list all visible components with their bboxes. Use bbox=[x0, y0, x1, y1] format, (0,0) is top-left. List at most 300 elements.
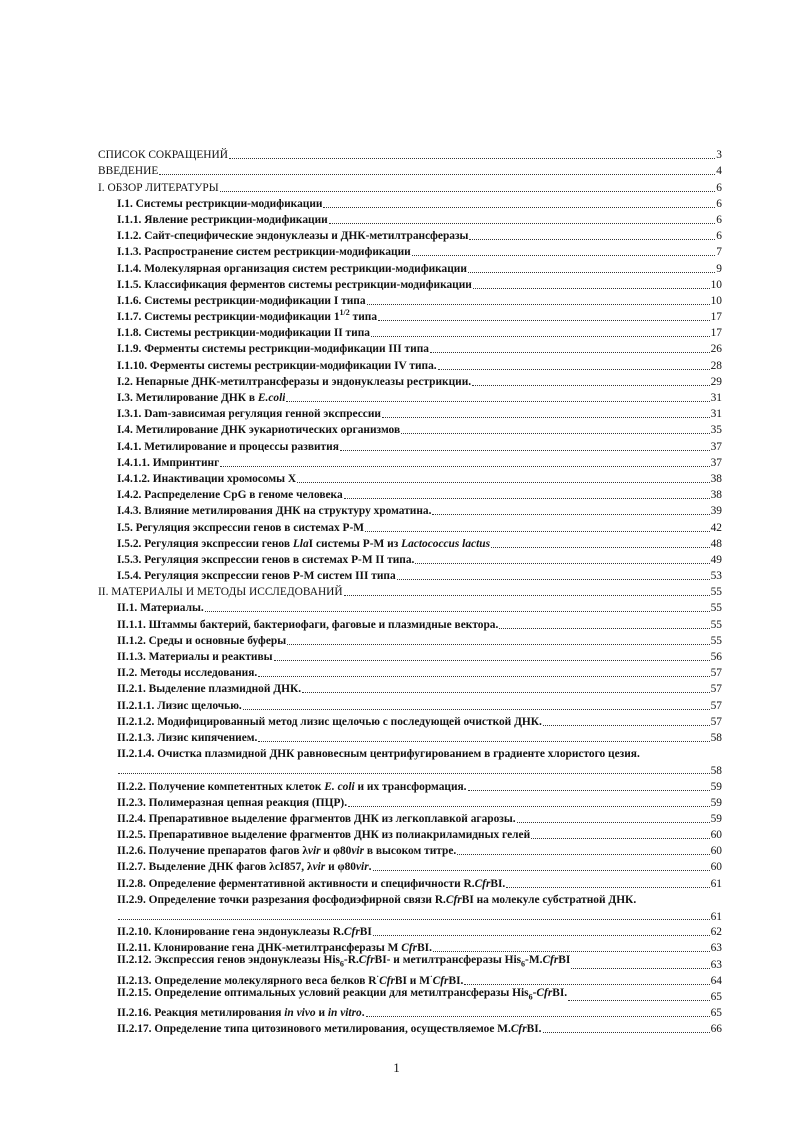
toc-entry-page: 58 bbox=[710, 765, 722, 778]
toc-leader bbox=[323, 207, 715, 208]
toc-entry-text: в высоком титре. bbox=[364, 845, 457, 858]
toc-entry-title bbox=[117, 780, 467, 794]
toc-entry bbox=[98, 340, 722, 356]
toc-entry-title bbox=[117, 812, 516, 826]
toc-entry-text: II.2.3. Полимеразная цепная реакция (ПЦР). bbox=[117, 796, 348, 809]
toc-leader bbox=[205, 611, 710, 612]
toc-entry bbox=[98, 227, 722, 243]
toc-entry-text: II.2.15. Определение оптимальных условий реакции для метилтрансферазы His bbox=[117, 987, 529, 999]
toc-entry-text: I.2. Непарные ДНК-метилтрансферазы и эндонуклеазы рестрикции. bbox=[117, 375, 472, 388]
toc-entry-text: · bbox=[429, 971, 433, 981]
toc-entry-title bbox=[117, 860, 372, 874]
toc-entry-text: Cfr bbox=[401, 942, 418, 955]
toc-leader bbox=[365, 531, 710, 532]
toc-entry-page: 60 bbox=[710, 845, 722, 858]
toc-entry-title bbox=[117, 197, 322, 211]
toc-entry-text: II.1.1. Штаммы бактерий, бактериофаги, фаговые и плазмидные вектора. bbox=[117, 618, 499, 631]
toc-entry-text: II.2.7. Выделение ДНК фагов λcI857, λ bbox=[117, 861, 313, 874]
toc-entry-text: I.5.2. Регуляция экспрессии генов bbox=[117, 537, 293, 550]
toc-leader bbox=[373, 870, 710, 871]
toc-leader bbox=[344, 595, 710, 596]
toc-entry bbox=[98, 259, 722, 275]
toc-entry-page: 57 bbox=[710, 699, 722, 712]
toc-entry-page: 61 bbox=[710, 877, 722, 890]
toc-leader bbox=[258, 741, 709, 742]
toc-entry-text: Lla bbox=[292, 537, 309, 550]
toc-entry-title bbox=[117, 472, 296, 486]
toc-entry-text: I.1.5. Классификация ферментов системы рестрикции-модификации bbox=[117, 278, 472, 291]
toc-entry-title bbox=[117, 699, 242, 713]
toc-entry-text: I.1.9. Ферменты системы рестрикции-модификации III типа bbox=[117, 343, 429, 356]
toc-entry bbox=[98, 308, 722, 324]
toc-entry-text: II.1.2. Среды и основные буферы bbox=[117, 634, 287, 647]
toc-entry-page: 61 bbox=[710, 911, 722, 923]
toc-leader bbox=[302, 692, 710, 693]
toc-entry-page: 17 bbox=[710, 327, 722, 340]
toc-entry bbox=[98, 745, 722, 761]
toc-entry bbox=[98, 972, 722, 988]
toc-entry-page: 65 bbox=[710, 990, 722, 1003]
toc-entry-title bbox=[117, 925, 372, 939]
toc-entry bbox=[98, 195, 722, 211]
toc-entry-text: II.2.5. Препаративное выделение фрагментов ДНК из полиакриламидных гелей bbox=[117, 829, 531, 842]
toc-entry-text: I системы Р-М из bbox=[308, 537, 402, 550]
toc-entry-text: BI. bbox=[526, 1023, 542, 1036]
toc-entry-page: 38 bbox=[710, 472, 722, 485]
toc-entry-text: vir bbox=[356, 861, 369, 874]
toc-entry-title bbox=[117, 521, 364, 535]
toc-entry bbox=[98, 1020, 722, 1036]
toc-entry-text: II.2.1.2. Модифицированный метод лизис щелочью с последующей очисткой ДНК. bbox=[117, 715, 542, 728]
toc-entry-text: BI bbox=[359, 926, 372, 939]
toc-leader bbox=[472, 385, 709, 386]
toc-entry-page: 64 bbox=[710, 974, 722, 987]
toc-entry-title bbox=[117, 245, 411, 259]
toc-entry-text: I.3.1. Dam-зависимая регуляция генной экспрессии bbox=[117, 408, 381, 421]
toc-entry-text: I.4.1. Метилирование и процессы развития bbox=[117, 440, 339, 453]
toc-entry-title bbox=[117, 988, 567, 1004]
toc-entry-text: I.5.3. Регуляция экспрессии генов в системах Р-М II типа. bbox=[117, 553, 415, 566]
toc-entry bbox=[98, 680, 722, 696]
toc-entry bbox=[98, 146, 722, 162]
toc-entry-text: I.1.10. Ферменты системы рестрикции-модификации IV типа. bbox=[117, 359, 437, 372]
toc-entry-title bbox=[117, 504, 431, 518]
toc-entry-text: BI. bbox=[490, 877, 506, 890]
toc-entry-text: - bbox=[532, 987, 537, 999]
toc-entry bbox=[98, 178, 722, 194]
toc-entry bbox=[98, 421, 722, 437]
toc-leader bbox=[543, 725, 710, 726]
toc-leader bbox=[468, 272, 715, 273]
toc-entry-page: 60 bbox=[710, 829, 722, 842]
toc-entry bbox=[98, 470, 722, 486]
toc-entry-page: 42 bbox=[710, 521, 722, 534]
toc-leader bbox=[397, 579, 710, 580]
toc-entry-page: 56 bbox=[710, 651, 722, 663]
toc-entry-text: СПИСОК СОКРАЩЕНИЙ bbox=[98, 149, 228, 162]
toc-entry-page: 59 bbox=[710, 796, 722, 809]
toc-entry-text: I.5.4. Регуляция экспрессии генов Р-М систем III типа bbox=[117, 570, 396, 583]
toc-entry-text: BI bbox=[558, 955, 571, 967]
toc-entry-page: 57 bbox=[710, 667, 722, 680]
toc-leader bbox=[382, 417, 710, 418]
toc-entry-page: 49 bbox=[710, 553, 722, 566]
toc-entry-text: BI. bbox=[552, 987, 568, 999]
toc-entry-title bbox=[117, 650, 273, 664]
toc-leader bbox=[371, 336, 710, 337]
toc-entry-page: 65 bbox=[710, 1007, 722, 1020]
toc-entry-text: vir bbox=[351, 845, 364, 858]
toc-leader bbox=[367, 304, 710, 305]
toc-leader bbox=[415, 563, 709, 564]
toc-entry bbox=[98, 502, 722, 518]
toc-entry bbox=[98, 826, 722, 842]
toc-leader bbox=[366, 1016, 710, 1017]
toc-entry-title bbox=[117, 682, 301, 696]
toc-leader bbox=[378, 320, 710, 321]
toc-entry bbox=[98, 454, 722, 470]
toc-entry-title bbox=[117, 262, 467, 276]
toc-entry bbox=[98, 988, 722, 1004]
toc-entry bbox=[98, 356, 722, 372]
toc-entry-text: II.2.2. Получение компетентных клеток bbox=[117, 780, 325, 793]
toc-entry-text: in vivo bbox=[284, 1007, 316, 1020]
toc-entry bbox=[98, 535, 722, 551]
toc-entry-page: 31 bbox=[710, 392, 722, 404]
toc-entry-page: 9 bbox=[716, 262, 722, 275]
toc-entry-title bbox=[117, 342, 429, 356]
toc-entry-text: vir bbox=[307, 845, 321, 858]
toc-entry-page: 10 bbox=[710, 278, 722, 291]
toc-leader bbox=[118, 919, 710, 920]
toc-leader bbox=[220, 466, 709, 467]
toc-entry-title bbox=[117, 955, 570, 971]
toc-entry-text: I.1. Системы рестрикции-модификации bbox=[117, 197, 323, 210]
toc-entry-title bbox=[98, 148, 228, 162]
toc-entry-text: II.2.8. Определение ферментативной активности и специфичности R. bbox=[117, 877, 475, 890]
toc-entry bbox=[98, 664, 722, 680]
toc-entry-title bbox=[117, 569, 396, 583]
toc-entry-title bbox=[117, 601, 204, 615]
toc-entry bbox=[98, 518, 722, 534]
toc-leader bbox=[287, 644, 710, 645]
toc-entry-page: 63 bbox=[710, 942, 722, 955]
toc-entry-page: 48 bbox=[710, 537, 722, 550]
toc-entry bbox=[98, 551, 722, 567]
toc-entry-page: 10 bbox=[710, 294, 722, 307]
toc-entry-text: и bbox=[315, 1007, 328, 1020]
toc-entry-text: BI. bbox=[448, 974, 464, 987]
toc-entry-text: I.1.4. Молекулярная организация систем рестрикции-модификации bbox=[117, 262, 467, 275]
toc-entry-title bbox=[117, 844, 456, 858]
toc-entry bbox=[98, 794, 722, 810]
toc-entry-text: Cfr bbox=[445, 893, 462, 906]
toc-entry-title bbox=[117, 440, 339, 454]
toc-leader bbox=[258, 676, 709, 677]
toc-entry-text: II.2.12. Экспрессия генов эндонуклеазы His bbox=[117, 955, 340, 967]
toc-entry-text: 1/2 bbox=[339, 308, 350, 318]
toc-entry-title bbox=[117, 407, 381, 421]
toc-entry-page: 29 bbox=[710, 375, 722, 388]
toc-entry-text: · bbox=[376, 971, 380, 981]
toc-leader bbox=[118, 773, 710, 774]
toc-entry-page: 57 bbox=[710, 715, 722, 728]
toc-entry-page: 66 bbox=[710, 1023, 722, 1036]
page-number: 1 bbox=[393, 1060, 400, 1075]
toc-entry-text: II. МАТЕРИАЛЫ И МЕТОДЫ ИССЛЕДОВАНИЙ bbox=[98, 586, 343, 599]
toc-entry bbox=[98, 162, 722, 178]
toc-entry-title bbox=[117, 359, 437, 373]
toc-leader bbox=[340, 450, 710, 451]
toc-entry-title bbox=[117, 666, 257, 680]
toc-leader bbox=[220, 191, 716, 192]
toc-entry-page: 6 bbox=[716, 213, 722, 226]
toc-entry-page: 3 bbox=[716, 149, 722, 162]
toc-entry bbox=[98, 567, 722, 583]
toc-leader bbox=[473, 288, 710, 289]
toc-leader bbox=[401, 433, 709, 434]
toc-leader bbox=[543, 1032, 710, 1033]
toc-entry-title bbox=[117, 972, 463, 988]
toc-entry-text: I.1.7. Системы рестрикции-модификации 1 bbox=[117, 311, 340, 324]
toc-leader bbox=[571, 968, 709, 969]
toc-entry-text: II.1. Материалы. bbox=[117, 602, 204, 615]
toc-entry bbox=[98, 615, 722, 631]
toc-leader bbox=[491, 547, 710, 548]
toc-entry-title bbox=[117, 423, 400, 437]
toc-entry-text: Cfr bbox=[510, 1023, 527, 1036]
toc-entry-text: типа bbox=[349, 311, 378, 324]
toc-entry bbox=[98, 939, 722, 955]
toc-entry bbox=[98, 923, 722, 939]
toc-leader bbox=[531, 838, 709, 839]
toc-entry-text: -M. bbox=[525, 955, 543, 967]
toc-entry-title bbox=[117, 828, 530, 842]
toc-entry-text: vir bbox=[312, 861, 326, 874]
toc-entry-page: 55 bbox=[710, 618, 722, 631]
toc-entry-text: II.2.17. Определение типа цитозинового метилирования, осуществляемое M. bbox=[117, 1023, 511, 1036]
toc-entry-text: II.2.10. Клонирование гена эндонуклеазы R. bbox=[117, 926, 344, 939]
toc-entry-page: 58 bbox=[710, 731, 722, 744]
toc-entry-title bbox=[117, 941, 432, 955]
toc-entry-text: Cfr bbox=[432, 974, 449, 987]
toc-entry-text: I.4.1.1. Импринтинг bbox=[117, 456, 220, 469]
toc-entry-title bbox=[117, 553, 414, 567]
toc-entry-page: 4 bbox=[716, 165, 722, 178]
toc-entry-page: 53 bbox=[710, 570, 722, 583]
toc-entry-text: II.2.1.3. Лизис кипячением. bbox=[117, 731, 258, 744]
toc-leader bbox=[297, 482, 710, 483]
toc-entry bbox=[98, 891, 722, 907]
toc-entry-title bbox=[117, 308, 377, 324]
toc-entry-text: 6 bbox=[528, 991, 533, 1001]
toc-entry-title bbox=[117, 634, 286, 648]
toc-leader bbox=[464, 984, 709, 985]
toc-entry-page: 62 bbox=[710, 926, 722, 939]
toc-entry-page: 59 bbox=[710, 780, 722, 793]
toc-entry-text: II.2.9. Определение точки разрезания фосфодиэфирной связи R. bbox=[117, 893, 446, 906]
toc-entry-text: 6 bbox=[521, 959, 526, 969]
toc-entry bbox=[98, 599, 722, 615]
toc-entry-text: Cfr bbox=[379, 974, 395, 987]
toc-entry-title bbox=[117, 747, 640, 761]
toc-entry bbox=[98, 486, 722, 502]
toc-entry-text: II.2.1.4. Очистка плазмидной ДНК равновесным центрифугированием в градиенте хлористого цезия. bbox=[117, 748, 640, 761]
toc-entry-page: 55 bbox=[710, 586, 722, 599]
toc-entry bbox=[98, 874, 722, 890]
toc-entry-text: ВВЕДЕНИЕ bbox=[98, 165, 159, 178]
toc-entry-text: Cfr bbox=[358, 955, 375, 967]
toc-entry-page: 55 bbox=[710, 634, 722, 647]
toc-entry-text: Cfr bbox=[343, 926, 360, 939]
toc-entry-text: I.1.2. Сайт-специфические эндонуклеазы и ДНК-метилтрансферазы bbox=[117, 230, 469, 243]
toc-leader bbox=[457, 854, 709, 855]
toc-entry-title bbox=[117, 229, 468, 243]
toc-leader bbox=[432, 514, 709, 515]
table-of-contents bbox=[98, 146, 722, 1036]
toc-entry-title bbox=[117, 796, 347, 810]
toc-entry-page: 31 bbox=[710, 408, 722, 421]
toc-entry bbox=[98, 810, 722, 826]
toc-leader bbox=[433, 951, 710, 952]
toc-leader bbox=[243, 709, 710, 710]
toc-entry-page: 17 bbox=[710, 311, 722, 324]
toc-entry-text: I.1.8. Системы рестрикции-модификации II типа bbox=[117, 327, 370, 340]
toc-leader bbox=[468, 790, 710, 791]
toc-entry-text: I.4.1.2. Инактивации хромосомы X bbox=[117, 472, 297, 485]
toc-entry-text: I.1.6. Системы рестрикции-модификации I типа bbox=[117, 294, 366, 307]
toc-entry-text: II.2.13. Определение молекулярного веса белков R bbox=[117, 974, 377, 987]
toc-entry-text: II.2.6. Получение препаратов фагов λ bbox=[117, 845, 308, 858]
toc-entry-title bbox=[117, 715, 542, 729]
toc-entry-text: E.coli bbox=[257, 392, 286, 404]
toc-entry bbox=[98, 842, 722, 858]
toc-entry-text: BI. bbox=[417, 942, 432, 955]
toc-entry-text: . bbox=[368, 861, 372, 874]
toc-leader bbox=[344, 498, 710, 499]
toc-entry-text: -R. bbox=[343, 955, 359, 967]
toc-leader bbox=[438, 369, 710, 370]
toc-entry-text: II.2. Методы исследования. bbox=[117, 667, 258, 680]
toc-entry bbox=[98, 389, 722, 405]
toc-entry-text: и φ80 bbox=[325, 861, 356, 874]
toc-entry-title bbox=[117, 488, 343, 502]
toc-entry-title bbox=[117, 731, 257, 745]
toc-entry-page: 35 bbox=[710, 424, 722, 437]
toc-leader bbox=[286, 401, 709, 402]
toc-entry-text: I.5. Регуляция экспрессии генов в системах Р-М bbox=[117, 521, 365, 534]
toc-leader bbox=[373, 935, 710, 936]
toc-entry-page: 28 bbox=[710, 359, 722, 372]
toc-leader bbox=[412, 255, 716, 256]
toc-entry-title bbox=[98, 181, 219, 195]
toc-entry-text: . bbox=[361, 1007, 365, 1020]
toc-entry-title bbox=[117, 278, 472, 292]
toc-entry-page: 60 bbox=[710, 861, 722, 874]
toc-entry-title bbox=[117, 326, 370, 340]
toc-entry bbox=[98, 276, 722, 292]
toc-entry bbox=[98, 713, 722, 729]
toc-entry bbox=[98, 437, 722, 453]
toc-leader bbox=[568, 1000, 709, 1001]
toc-entry-title bbox=[117, 456, 219, 470]
toc-entry-text: Cfr bbox=[474, 877, 491, 890]
toc-entry-title bbox=[98, 585, 343, 599]
toc-leader bbox=[469, 239, 715, 240]
toc-entry-text: BI на молекуле субстратной ДНК. bbox=[461, 893, 637, 906]
toc-entry-text: I.3. Метилирование ДНК в bbox=[117, 392, 258, 404]
toc-entry-text: BI- и метилтрансферазы His bbox=[374, 955, 522, 967]
toc-entry-title bbox=[117, 213, 328, 227]
toc-leader bbox=[430, 352, 710, 353]
toc-leader bbox=[517, 822, 710, 823]
toc-entry bbox=[98, 632, 722, 648]
toc-entry-page: 6 bbox=[716, 197, 722, 210]
toc-entry bbox=[98, 243, 722, 259]
toc-entry bbox=[98, 648, 722, 664]
toc-entry bbox=[98, 1004, 722, 1020]
toc-entry-page: 57 bbox=[710, 683, 722, 696]
toc-entry-text: in vitro bbox=[327, 1007, 362, 1020]
toc-entry-page: 7 bbox=[716, 246, 722, 259]
toc-entry-title bbox=[98, 164, 158, 178]
toc-entry bbox=[98, 405, 722, 421]
toc-entry-continuation bbox=[98, 907, 722, 923]
toc-entry-text: II.1.3. Материалы и реактивы bbox=[117, 651, 273, 663]
toc-entry-page: 26 bbox=[710, 343, 722, 356]
toc-entry-title bbox=[117, 1022, 542, 1036]
toc-entry-title bbox=[117, 391, 285, 405]
toc-entry bbox=[98, 955, 722, 971]
toc-entry-page: 63 bbox=[710, 958, 722, 971]
toc-entry-page: 38 bbox=[710, 489, 722, 502]
toc-entry-text: E. coli bbox=[324, 780, 355, 793]
toc-entry-text: II.2.1. Выделение плазмидной ДНК. bbox=[117, 683, 302, 696]
toc-entry-text: I.4.3. Влияние метилирования ДНК на структуру хроматина. bbox=[117, 505, 432, 518]
toc-entry-text: II.2.4. Препаративное выделение фрагментов ДНК из легкоплавкой агарозы. bbox=[117, 812, 516, 825]
toc-entry-text: I.1.1. Явление рестрикции-модификации bbox=[117, 213, 328, 226]
toc-leader bbox=[499, 628, 709, 629]
toc-leader bbox=[329, 223, 716, 224]
toc-entry-title bbox=[117, 537, 490, 551]
toc-entry-text: II.2.1.1. Лизис щелочью. bbox=[117, 699, 242, 712]
toc-entry-text: Cfr bbox=[542, 955, 559, 967]
toc-leader bbox=[274, 660, 710, 661]
toc-entry-title bbox=[117, 618, 498, 632]
toc-entry-page: 6 bbox=[716, 230, 722, 243]
toc-leader bbox=[348, 806, 710, 807]
toc-entry-text: I.4. Метилирование ДНК эукариотических организмов bbox=[117, 424, 401, 437]
toc-entry bbox=[98, 729, 722, 745]
toc-entry-text: BI и M bbox=[394, 974, 430, 987]
toc-entry bbox=[98, 211, 722, 227]
toc-entry-page: 37 bbox=[710, 456, 722, 469]
toc-leader bbox=[229, 158, 715, 159]
toc-entry bbox=[98, 777, 722, 793]
toc-entry-title bbox=[117, 1006, 365, 1020]
toc-entry bbox=[98, 292, 722, 308]
toc-entry-text: и их трансформация. bbox=[354, 780, 467, 793]
toc-entry-page: 39 bbox=[710, 505, 722, 518]
toc-entry bbox=[98, 583, 722, 599]
toc-leader bbox=[506, 887, 709, 888]
toc-entry-text: Lactococcus lactus bbox=[401, 537, 491, 550]
toc-entry-text: и φ80 bbox=[320, 845, 352, 858]
toc-entry-page: 59 bbox=[710, 812, 722, 825]
toc-entry bbox=[98, 696, 722, 712]
toc-entry-title bbox=[117, 294, 366, 308]
toc-entry-continuation bbox=[98, 761, 722, 777]
